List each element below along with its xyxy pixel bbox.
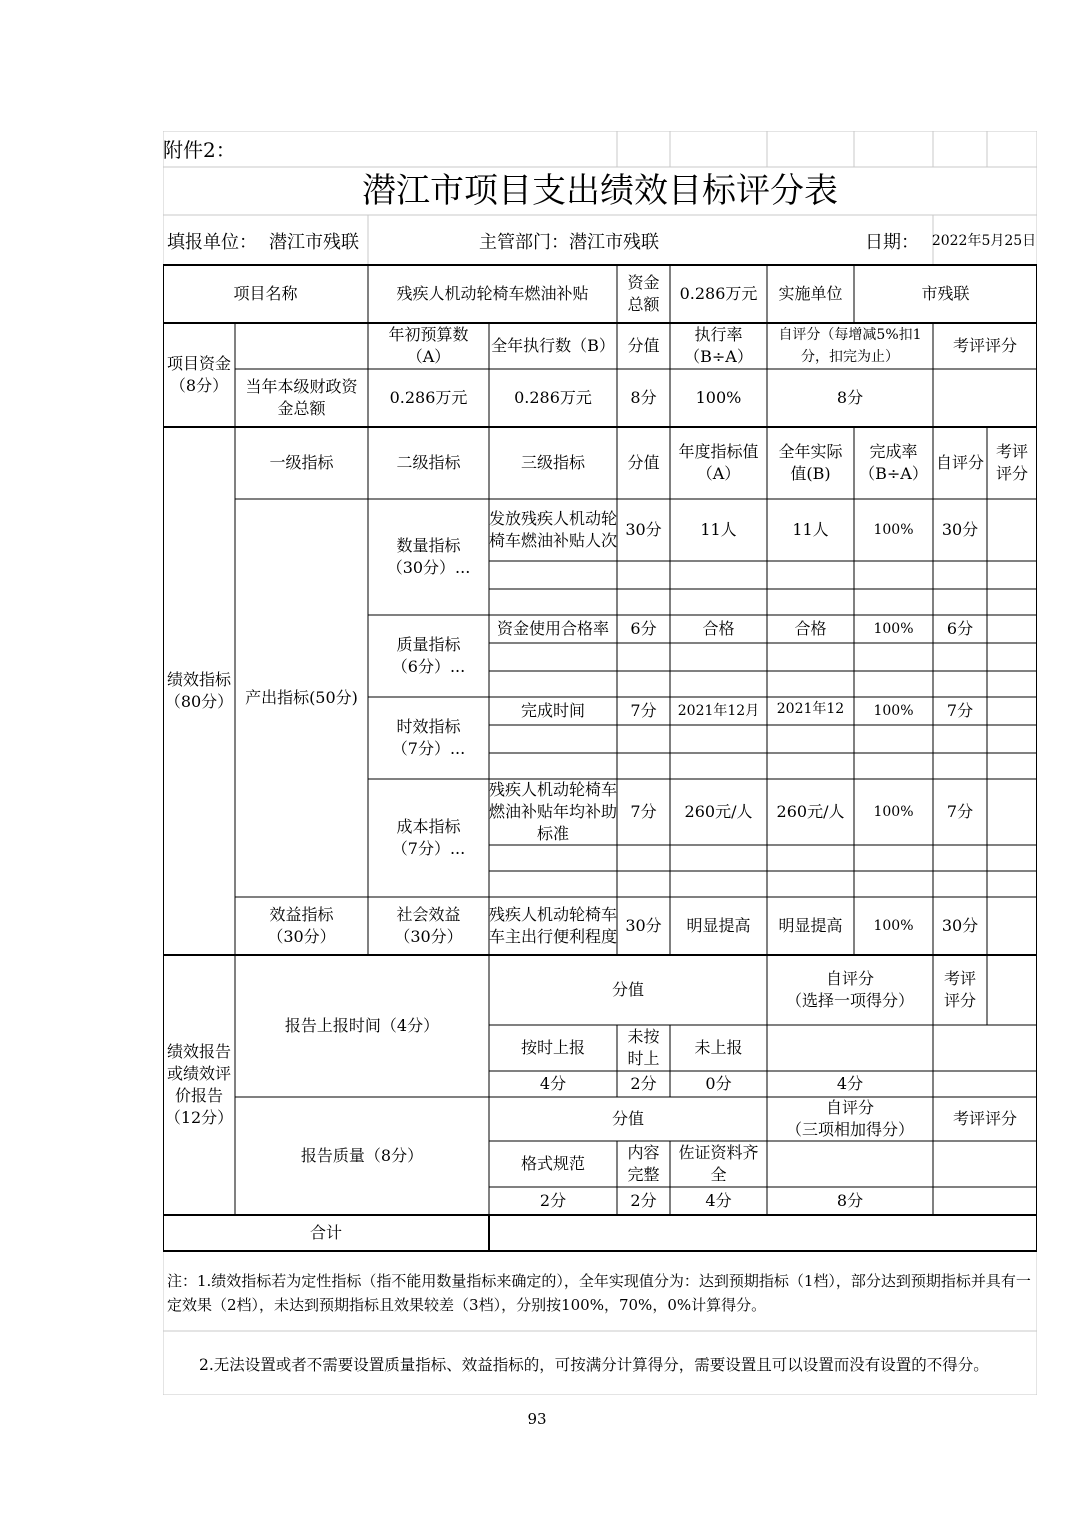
report-quality-self-header: 自评分 （三项相加得分） bbox=[785, 1098, 914, 1139]
evaluation-form-sheet bbox=[163, 131, 1037, 1395]
perf-section-label: 绩效指标 （80分） bbox=[164, 670, 234, 711]
funding-self-value: 8分 bbox=[836, 388, 864, 407]
quantity-rate: 100% bbox=[873, 522, 914, 538]
report-quality-label: 报告质量（8分） bbox=[300, 1146, 424, 1165]
quantity-score: 30分 bbox=[625, 520, 662, 539]
attachment-label: 附件2： bbox=[163, 138, 236, 162]
cost-rate: 100% bbox=[873, 804, 914, 820]
exec-header: 全年执行数（B） bbox=[491, 336, 615, 355]
unit-label: 填报单位： bbox=[167, 232, 257, 253]
not-reported-points: 0分 bbox=[705, 1074, 732, 1093]
target-header: 年度指标值 （A） bbox=[678, 442, 759, 483]
timeliness-indicator-label: 时效指标 （7分）... bbox=[391, 717, 466, 758]
quality-rate: 100% bbox=[873, 621, 914, 637]
report-time-self-header: 自评分 （选择一项得分） bbox=[785, 969, 914, 1010]
benefit-rate: 100% bbox=[873, 918, 914, 934]
output-indicator-label: 产出指标(50分) bbox=[245, 688, 358, 707]
report-quality-review-header: 考评评分 bbox=[952, 1109, 1017, 1128]
content-option: 内容 完整 bbox=[627, 1143, 660, 1184]
quantity-l3: 发放残疾人机动轮 椅车燃油补贴人次 bbox=[489, 509, 617, 550]
exec-rate-header: 执行率 （B÷A） bbox=[684, 325, 753, 366]
date-value: 2022年5月25日 bbox=[931, 233, 1037, 249]
report-time-label: 报告上报时间（4分） bbox=[284, 1016, 440, 1035]
report-section-label: 绩效报告 或绩效评 价报告 （12分） bbox=[164, 1042, 234, 1127]
content-points: 2分 bbox=[630, 1191, 657, 1210]
benefit-indicator-label: 效益指标 （30分） bbox=[267, 905, 336, 946]
total-label: 合计 bbox=[309, 1223, 342, 1242]
timeliness-actual: 2021年12 bbox=[776, 701, 845, 717]
quality-self: 6分 bbox=[946, 619, 974, 638]
late-points: 2分 bbox=[630, 1074, 657, 1093]
quantity-target: 11人 bbox=[700, 520, 737, 539]
quantity-actual: 11人 bbox=[792, 520, 829, 539]
funding-review-header: 考评评分 bbox=[952, 336, 1017, 355]
timeliness-l3: 完成时间 bbox=[520, 701, 585, 720]
report-quality-score-header: 分值 bbox=[611, 1109, 644, 1128]
budget-header: 年初预算数 （A） bbox=[388, 325, 469, 366]
funding-score-header: 分值 bbox=[627, 336, 660, 355]
quality-score: 6分 bbox=[630, 619, 657, 638]
quality-actual: 合格 bbox=[794, 619, 827, 638]
cost-l3: 残疾人机动轮椅车 燃油补贴年均补助 标准 bbox=[489, 780, 617, 843]
quantity-self: 30分 bbox=[941, 520, 979, 539]
report-time-self-score: 4分 bbox=[836, 1074, 864, 1093]
date-label: 日期： bbox=[865, 232, 919, 253]
quantity-indicator-label: 数量指标 （30分）... bbox=[386, 536, 471, 577]
perf-self-header: 自评分 bbox=[935, 453, 984, 472]
dept-value: 潜江市残联 bbox=[569, 232, 659, 253]
exec-value: 0.286万元 bbox=[514, 388, 592, 407]
benefit-actual: 明显提高 bbox=[778, 916, 843, 935]
evidence-points: 4分 bbox=[705, 1191, 732, 1210]
funding-self-header: 自评分（每增减5%扣1 分，扣完为止） bbox=[778, 327, 922, 365]
cost-actual: 260元/人 bbox=[776, 802, 845, 821]
timeliness-target: 2021年12月 bbox=[677, 703, 760, 719]
report-time-review-header: 考评 评分 bbox=[943, 969, 976, 1010]
cost-target: 260元/人 bbox=[684, 802, 753, 821]
exec-rate-value: 100% bbox=[695, 388, 742, 407]
timeliness-self: 7分 bbox=[946, 701, 974, 720]
benefit-score: 30分 bbox=[625, 916, 662, 935]
project-name-label: 项目名称 bbox=[233, 284, 298, 303]
l1-header: 一级指标 bbox=[269, 453, 334, 472]
perf-score-header: 分值 bbox=[627, 453, 660, 472]
quality-indicator-label: 质量指标 （6分）... bbox=[391, 635, 466, 676]
late-option: 未按 时上 bbox=[627, 1027, 660, 1068]
l2-header: 二级指标 bbox=[396, 453, 461, 472]
unit-value: 潜江市残联 bbox=[269, 232, 359, 253]
benefit-l3: 残疾人机动轮椅车 车主出行便利程度 bbox=[489, 905, 617, 946]
quality-target: 合格 bbox=[702, 619, 735, 638]
benefit-self: 30分 bbox=[941, 916, 979, 935]
timeliness-score: 7分 bbox=[630, 701, 657, 720]
fund-total-value: 0.286万元 bbox=[679, 284, 758, 303]
project-name-value: 残疾人机动轮椅车燃油补贴 bbox=[396, 284, 589, 303]
funding-row-label: 当年本级财政资 金总额 bbox=[245, 377, 358, 418]
evidence-option: 佐证资料齐 全 bbox=[678, 1143, 759, 1184]
funding-score-value: 8分 bbox=[630, 388, 657, 407]
quality-l3: 资金使用合格率 bbox=[496, 619, 609, 638]
page-title: 潜江市项目支出绩效目标评分表 bbox=[362, 171, 838, 211]
social-benefit-label: 社会效益 （30分） bbox=[394, 905, 463, 946]
perf-review-header: 考评 评分 bbox=[995, 442, 1028, 483]
budget-value: 0.286万元 bbox=[389, 388, 468, 407]
dept-label: 主管部门： bbox=[479, 232, 569, 253]
actual-header: 全年实际 值(B) bbox=[778, 442, 843, 483]
cost-self: 7分 bbox=[946, 802, 974, 821]
cost-score: 7分 bbox=[630, 802, 657, 821]
format-option: 格式规范 bbox=[520, 1154, 585, 1173]
on-time-points: 4分 bbox=[539, 1074, 567, 1093]
cost-indicator-label: 成本指标 （7分）... bbox=[391, 817, 466, 858]
impl-unit-value: 市残联 bbox=[921, 284, 970, 303]
benefit-target: 明显提高 bbox=[686, 916, 751, 935]
page-number: 93 bbox=[527, 1410, 547, 1428]
impl-unit-label: 实施单位 bbox=[778, 284, 843, 303]
format-points: 2分 bbox=[539, 1191, 567, 1210]
fund-total-label: 资金 总额 bbox=[627, 273, 660, 314]
l3-header: 三级指标 bbox=[520, 453, 585, 472]
on-time-option: 按时上报 bbox=[520, 1038, 585, 1057]
report-quality-self-score: 8分 bbox=[836, 1191, 864, 1210]
not-reported-option: 未上报 bbox=[694, 1038, 743, 1057]
timeliness-rate: 100% bbox=[873, 703, 914, 719]
report-time-score-header: 分值 bbox=[611, 980, 644, 999]
note-2: 2.无法设置或者不需要设置质量指标、效益指标的，可按满分计算得分，需要设置且可以设置而没有设置的不得分。 bbox=[199, 1356, 989, 1374]
completion-rate-header: 完成率 （B÷A） bbox=[859, 442, 928, 483]
note-1: 注：1.绩效指标若为定性指标（指不能用数量指标来确定的），全年实现值分为：达到预期指标（1档），部分达到预期指标并具有一定效果（2档），未达到预期指标且效果较差（3档），分别按100%，70%，0%计算得分。 bbox=[167, 1272, 1031, 1314]
funding-section-label: 项目资金 （8分） bbox=[166, 354, 231, 395]
